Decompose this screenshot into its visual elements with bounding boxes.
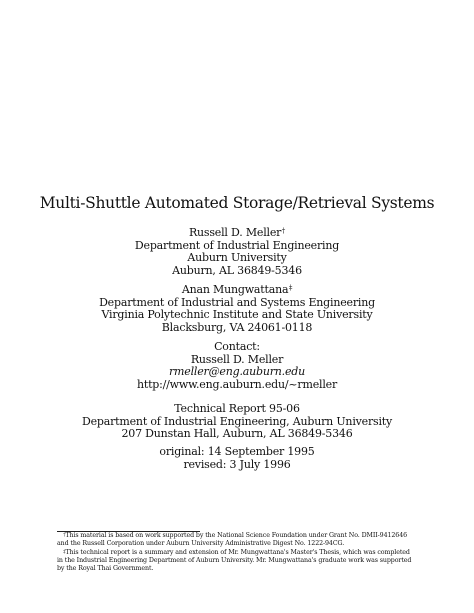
affiliation-line: Department of Industrial and Systems Engineering xyxy=(99,295,375,309)
affiliation-line: Auburn, AL 36849-5346 xyxy=(172,263,302,277)
footnote-line: by the Royal Thai Government. xyxy=(57,565,154,573)
report-number: Technical Report 95-06 xyxy=(174,402,300,415)
affiliation-line: Blacksburg, VA 24061-0118 xyxy=(161,320,313,334)
report-department: Department of Industrial Engineering, Auburn University xyxy=(81,414,393,428)
revised-date: revised: 3 July 1996 xyxy=(183,457,291,471)
contact-name: Russell D. Meller xyxy=(190,352,284,366)
footnote-2 xyxy=(57,549,421,574)
report-block xyxy=(0,403,474,441)
report-address: 207 Dunstan Hall, Auburn, AL 36849-5346 xyxy=(121,427,353,441)
footnotes xyxy=(57,532,421,573)
footnote-1 xyxy=(57,532,421,549)
author-line xyxy=(0,284,474,297)
footnote-marker: ‡ xyxy=(63,548,66,555)
contact-heading: Contact: xyxy=(214,340,260,353)
author-block-2 xyxy=(0,284,474,334)
author-name: Anan Mungwattana xyxy=(181,283,289,296)
affiliation-line: Department of Industrial Engineering xyxy=(134,238,340,252)
footnote-line: †This material is based on work supported by the National Science Foundation under Grant No. DMII-9412646 xyxy=(63,532,408,539)
footnote-marker: ‡ xyxy=(288,284,293,292)
author-block-1 xyxy=(0,227,474,277)
author-name: Russell D. Meller xyxy=(188,226,282,239)
contact-block xyxy=(0,341,474,391)
contact-url[interactable]: http://www.eng.auburn.edu/~rmeller xyxy=(136,377,338,391)
contact-email[interactable]: rmeller@eng.auburn.edu xyxy=(169,365,305,379)
author-line xyxy=(0,227,474,240)
footnote-marker: † xyxy=(281,227,286,235)
paper-title: Multi-Shuttle Automated Storage/Retrieval Systems xyxy=(39,194,435,212)
footnote-line: ‡This technical report is a summary and extension of Mr. Mungwattana's Master's Thesis, which was completed xyxy=(63,548,410,556)
affiliation-line: Auburn University xyxy=(187,251,287,265)
footnote-line: in the Industrial Engineering Department of Auburn University. Mr. Mungwattana's graduate work was supported xyxy=(57,556,412,564)
dates-block xyxy=(0,446,474,471)
footnote-line: and the Russell Corporation under Auburn University Administrative Digest No. 1222-94CG. xyxy=(57,540,345,548)
footnote-marker: † xyxy=(63,532,66,538)
affiliation-line: Virginia Polytechnic Institute and State University xyxy=(101,308,373,322)
original-date: original: 14 September 1995 xyxy=(159,445,315,458)
